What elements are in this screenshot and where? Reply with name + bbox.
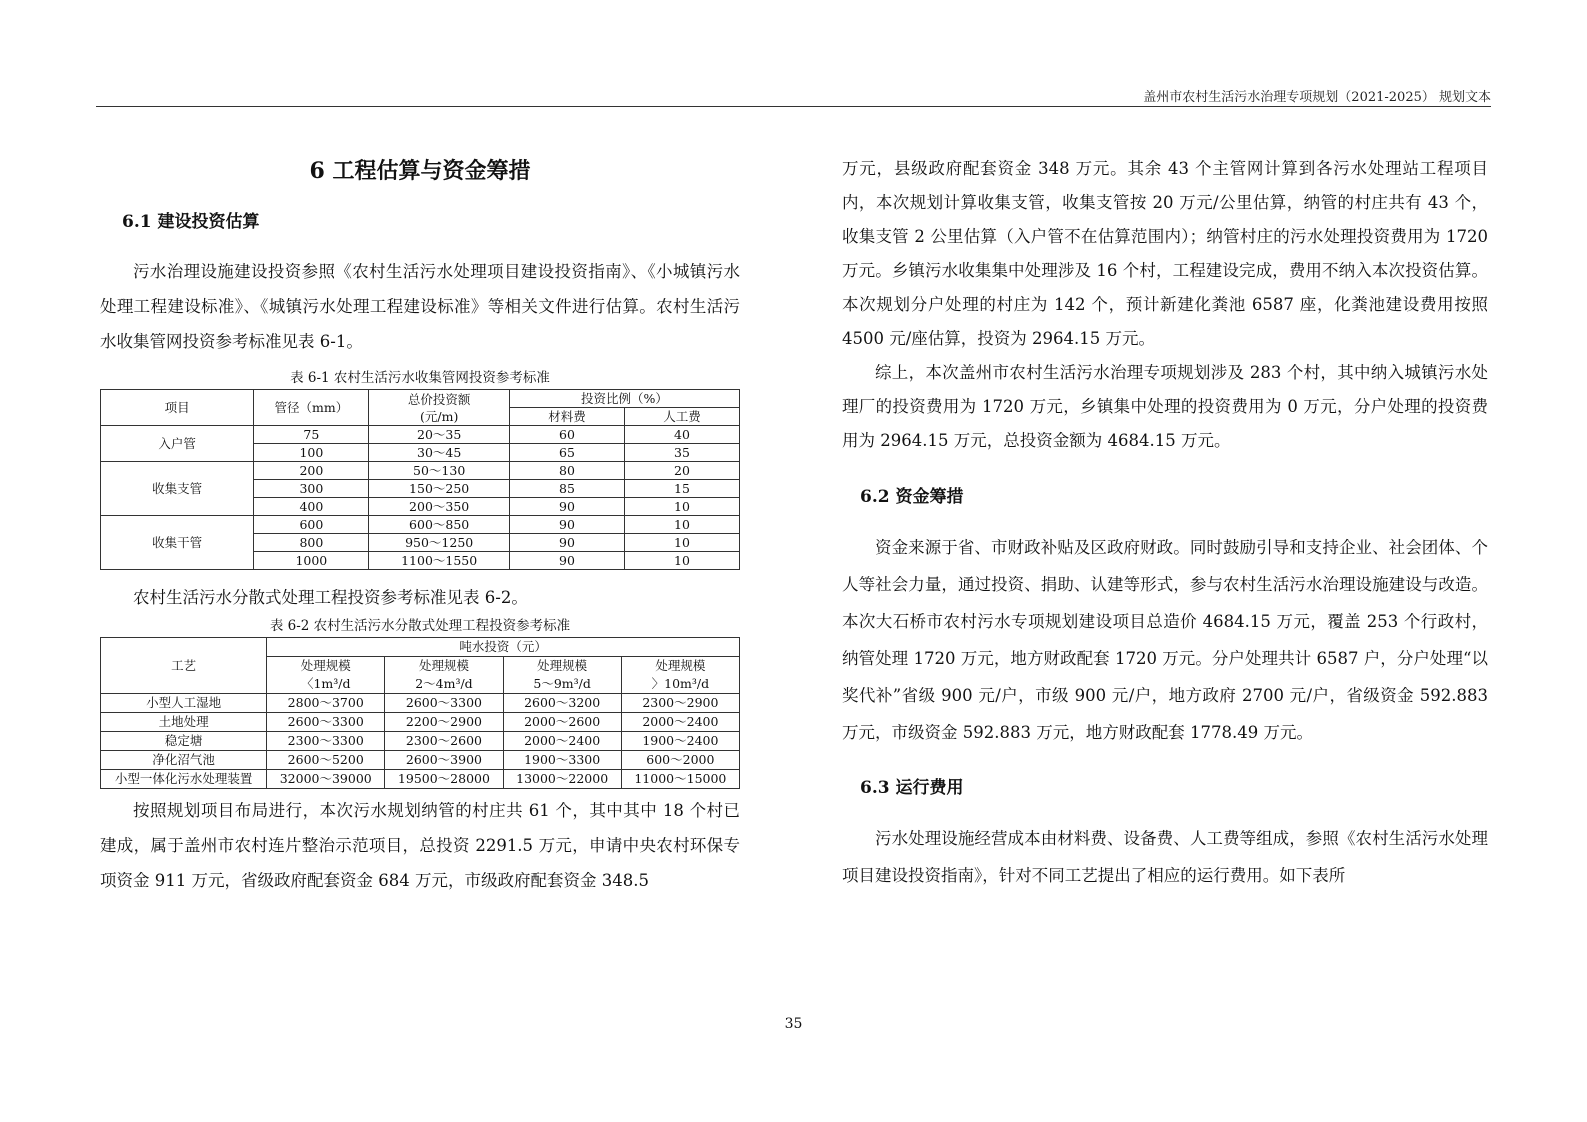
table-cell-group: 收集干管: [101, 516, 254, 570]
table-cell: 稳定塘: [101, 732, 267, 751]
col-header-price: [369, 390, 510, 426]
table-row: [101, 426, 740, 444]
table-cell: 土地处理: [101, 713, 267, 732]
table-cell: 1100～1550: [369, 552, 510, 570]
table-cell: 600～2000: [621, 751, 739, 770]
table-row: [101, 732, 740, 751]
table-cell: 2000～2600: [503, 713, 621, 732]
table-row: [101, 713, 740, 732]
table-cell: 40: [624, 426, 739, 444]
table-row: [101, 770, 740, 789]
scale-label: 处理规模: [537, 658, 588, 673]
scale-label: 处理规模: [655, 658, 706, 673]
table-cell: 1900～3300: [503, 751, 621, 770]
table-row: [101, 516, 740, 534]
table-cell: 20～35: [369, 426, 510, 444]
paragraph-investment-summary: 综上，本次盖州市农村生活污水治理专项规划涉及 283 个村，其中纳入城镇污水处理厂的投资费用为 1720 万元，乡镇集中处理的投资费用为 0 万元，分户处理的投资费用为 2964.15 万元，总投资金额为 4684.15 万元。: [842, 363, 1488, 450]
table-cell: 2300～3300: [267, 732, 385, 751]
scale-range: 2～4m³/d: [415, 676, 473, 691]
table-cell: 净化沼气池: [101, 751, 267, 770]
table-cell: 2300～2900: [621, 694, 739, 713]
table-cell-group: 收集支管: [101, 462, 254, 516]
table-cell: 2200～2900: [385, 713, 503, 732]
page-number: 35: [784, 1016, 803, 1032]
table-cell: 10: [624, 498, 739, 516]
col-header-labor: 人工费: [624, 408, 739, 426]
table-cell: 20: [624, 462, 739, 480]
table-cell: 200～350: [369, 498, 510, 516]
table-row: [101, 751, 740, 770]
table-cell: 950～1250: [369, 534, 510, 552]
table-6-2: [100, 637, 740, 789]
table-cell: 300: [254, 480, 369, 498]
table-cell: 50～130: [369, 462, 510, 480]
table-cell: 80: [509, 462, 624, 480]
table-cell: 32000～39000: [267, 770, 385, 789]
table-cell: 90: [509, 534, 624, 552]
table-cell: 19500～28000: [385, 770, 503, 789]
table-cell: 2600～5200: [267, 751, 385, 770]
col-header-material: 材料费: [509, 408, 624, 426]
scale-label: 处理规模: [300, 658, 351, 673]
table-cell: 10: [624, 552, 739, 570]
scale-label: 处理规模: [418, 658, 469, 673]
col-header-scale: [385, 657, 503, 694]
table-cell-group: 入户管: [101, 426, 254, 462]
col-header-ratio: 投资比例（%）: [509, 390, 739, 408]
table-cell: 15: [624, 480, 739, 498]
table-cell: 10: [624, 534, 739, 552]
section-title-6-3: 6.3 运行费用: [860, 778, 964, 798]
table-cell: 2600～3300: [267, 713, 385, 732]
table-cell: 65: [509, 444, 624, 462]
table-cell: 1000: [254, 552, 369, 570]
table-cell: 小型一体化污水处理装置: [101, 770, 267, 789]
table-cell: 2000～2400: [621, 713, 739, 732]
paragraph-table-6-2-ref: 农村生活污水分散式处理工程投资参考标准见表 6-2。: [133, 588, 528, 607]
col-header-scale: [503, 657, 621, 694]
col-header-diameter: 管径（mm）: [254, 390, 369, 426]
scale-range: 〈1m³/d: [300, 676, 351, 691]
table-cell: 800: [254, 534, 369, 552]
col-header-scale: [621, 657, 739, 694]
section-title-6-1: 6.1 建设投资估算: [122, 212, 260, 232]
table-cell: 13000～22000: [503, 770, 621, 789]
table-cell: 90: [509, 516, 624, 534]
col-header-tech: 工艺: [101, 638, 267, 694]
table-cell: 30～45: [369, 444, 510, 462]
col-header-invest: 吨水投资（元）: [267, 638, 740, 657]
chapter-title: 6 工程估算与资金筹措: [309, 158, 531, 184]
scale-range: 5～9m³/d: [533, 676, 591, 691]
header-rule: [96, 106, 1491, 107]
table-6-1: [100, 389, 740, 570]
table-cell: 35: [624, 444, 739, 462]
scale-range: 〉10m³/d: [651, 676, 710, 691]
left-column: [100, 150, 740, 898]
table-row: [101, 694, 740, 713]
table-cell: 400: [254, 498, 369, 516]
paragraph-investment-continued: 万元，县级政府配套资金 348 万元。其余 43 个主管网计算到各污水处理站工程项目内，本次规划计算收集支管，收集支管按 20 万元/公里估算，纳管的村庄共有 43 个，收集支管 2 公里估算（入户管不在估算范围内）；纳管村庄的污水处理投资费用为 1720 万元。乡镇污水收集集中处理涉及 16 个村，工程建设完成，费用不纳入本次投资估算。本次规划分户处理的村庄为 142 个，预计新建化粪池 6587 座，化粪池建设费用按照 4500 元/座估算，投资为 2964.15 万元。: [842, 159, 1488, 348]
table-cell: 小型人工湿地: [101, 694, 267, 713]
table-cell: 75: [254, 426, 369, 444]
col-header-item: 项目: [101, 390, 254, 426]
table-cell: 2600～3200: [503, 694, 621, 713]
table-cell: 100: [254, 444, 369, 462]
table-cell: 200: [254, 462, 369, 480]
table-cell: 150～250: [369, 480, 510, 498]
table-cell: 60: [509, 426, 624, 444]
table-cell: 2300～2600: [385, 732, 503, 751]
right-column: [842, 152, 1488, 894]
running-header: 盖州市农村生活污水治理专项规划（2021-2025） 规划文本: [1143, 90, 1491, 105]
table-6-2-caption: 表 6-2 农村生活污水分散式处理工程投资参考标准: [269, 618, 571, 634]
paragraph-funding: 资金来源于省、市财政补贴及区政府财政。同时鼓励引导和支持企业、社会团体、个人等社会力量，通过投资、捐助、认建等形式，参与农村生活污水治理设施建设与改造。本次大石桥市农村污水专项规划建设项目总造价 4684.15 万元，覆盖 253 个行政村，纳管处理 1720 万元，地方财政配套 1720 万元。分户处理共计 6587 户，分户处理“以奖代补”省级 900 元/户，市级 900 元/户，地方政府 2700 元/户，省级资金 592.883 万元，市级资金 592.883 万元，地方财政配套 1778.49 万元。: [842, 538, 1488, 742]
paragraph-6-1-intro: 污水治理设施建设投资参照《农村生活污水处理项目建设投资指南》、《小城镇污水处理工程建设标准》、《城镇污水处理工程建设标准》等相关文件进行估算。农村生活污水收集管网投资参考标准见表 6-1。: [100, 262, 740, 351]
table-cell: 90: [509, 552, 624, 570]
table-cell: 600: [254, 516, 369, 534]
table-cell: 2800～3700: [267, 694, 385, 713]
table-cell: 10: [624, 516, 739, 534]
table-cell: 2000～2400: [503, 732, 621, 751]
table-row: [101, 462, 740, 480]
table-6-1-caption: 表 6-1 农村生活污水收集管网投资参考标准: [290, 370, 550, 386]
table-cell: 2600～3300: [385, 694, 503, 713]
table-cell: 85: [509, 480, 624, 498]
col-header-price-label: 总价投资额: [407, 391, 471, 407]
col-header-price-unit: (元/m): [420, 408, 459, 424]
col-header-scale: [267, 657, 385, 694]
paragraph-6-1-villages: 按照规划项目布局进行，本次污水规划纳管的村庄共 61 个，其中其中 18 个村已建成，属于盖州市农村连片整治示范项目，总投资 2291.5 万元，申请中央农村环保专项资金 911 万元，省级政府配套资金 684 万元，市级政府配套资金 348.5: [100, 801, 740, 890]
table-cell: 1900～2400: [621, 732, 739, 751]
section-title-6-2: 6.2 资金筹措: [860, 487, 964, 507]
table-cell: 90: [509, 498, 624, 516]
table-cell: 11000～15000: [621, 770, 739, 789]
table-cell: 2600～3900: [385, 751, 503, 770]
table-cell: 600～850: [369, 516, 510, 534]
paragraph-operating-cost: 污水处理设施经营成本由材料费、设备费、人工费等组成，参照《农村生活污水处理项目建设投资指南》，针对不同工艺提出了相应的运行费用。如下表所: [842, 829, 1488, 885]
